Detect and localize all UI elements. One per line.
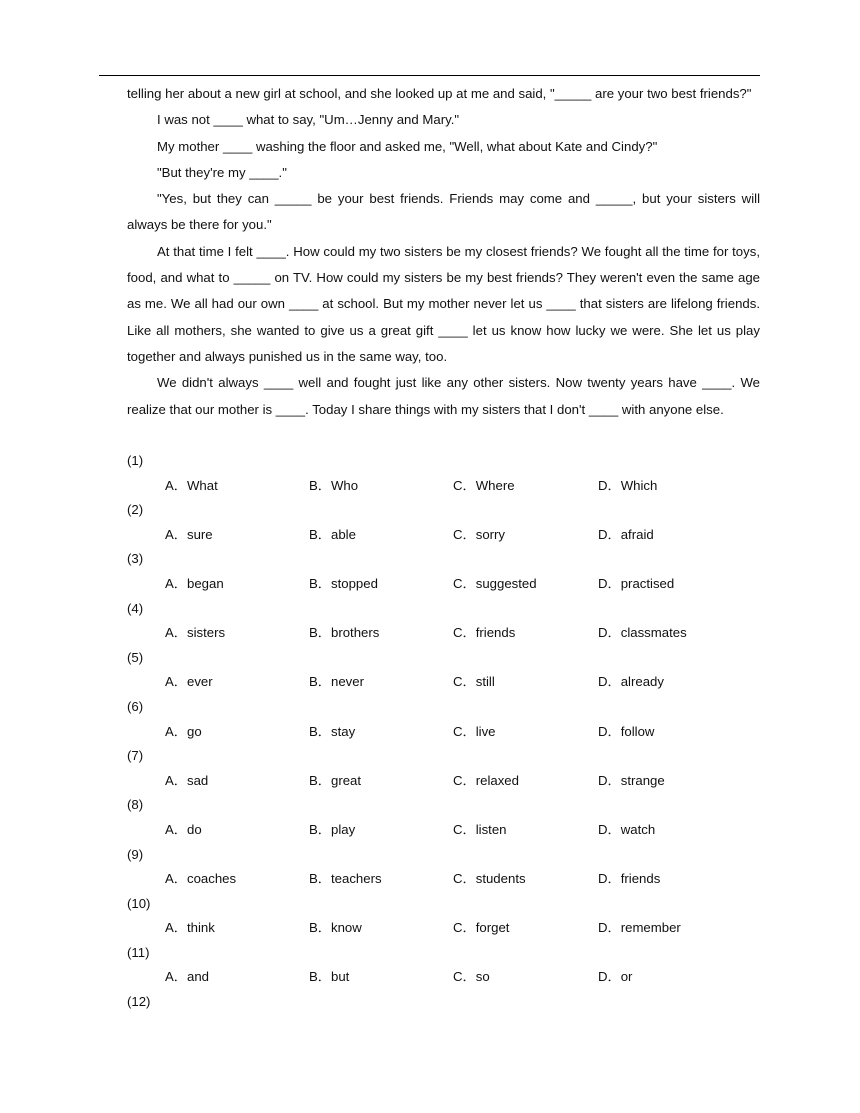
question-number: (4) [127, 600, 144, 616]
option-letter: C． [453, 625, 476, 641]
option-text: already [620, 674, 664, 690]
option-row [127, 621, 760, 646]
option-letter: C． [453, 477, 476, 493]
option-text: friends [620, 871, 661, 887]
option-text: forget [475, 920, 510, 936]
option-text: remember [620, 920, 681, 936]
option-text: still [475, 674, 495, 690]
option-letter: A． [165, 625, 187, 641]
option-text: What [186, 477, 218, 493]
header-rule [99, 75, 760, 76]
option-a[interactable] [165, 670, 213, 695]
option-letter: A． [165, 969, 187, 985]
option-letter: A． [165, 575, 187, 591]
option-text: strange [620, 772, 665, 788]
option-letter: C． [453, 674, 476, 690]
option-c[interactable] [453, 720, 496, 745]
option-a[interactable] [165, 720, 202, 745]
option-c[interactable] [453, 523, 505, 548]
question-number: (1) [127, 453, 144, 468]
option-c[interactable] [453, 818, 507, 843]
option-text: great [330, 772, 362, 788]
option-letter: B． [309, 625, 331, 641]
option-row [127, 572, 760, 597]
option-row [127, 769, 760, 794]
option-d[interactable] [598, 769, 665, 794]
option-c[interactable] [453, 572, 537, 597]
passage-paragraph: telling her about a new girl at school, and she looked up at me and said, "_____ are your two best friends?" [127, 86, 752, 101]
option-letter: B． [309, 526, 331, 542]
question-number: (3) [127, 551, 144, 567]
option-letter: A． [165, 821, 187, 837]
option-letter: D． [598, 575, 621, 591]
option-text: play [330, 821, 356, 837]
option-a[interactable] [165, 474, 218, 499]
option-text: follow [620, 723, 655, 739]
option-text: classmates [620, 625, 687, 641]
option-letter: B． [309, 969, 331, 985]
option-text: and [186, 969, 209, 985]
question-list [127, 449, 760, 1015]
passage-paragraph: We didn't always ____ well and fought just like any other sisters. Now twenty years have ____. We realize that our mother is ____. Today I share things with my sisters that I don't ____ with anyone else. [127, 375, 760, 417]
option-letter: D． [598, 871, 621, 887]
option-b[interactable] [309, 670, 364, 695]
option-letter: B． [309, 723, 331, 739]
option-row [127, 965, 760, 990]
option-letter: D． [598, 969, 621, 985]
question-number: (8) [127, 797, 144, 813]
option-letter: A． [165, 674, 187, 690]
option-row [127, 720, 760, 745]
option-letter: D． [598, 477, 621, 493]
option-text: live [475, 723, 496, 739]
option-text: sad [186, 772, 209, 788]
option-d[interactable] [598, 670, 664, 695]
option-c[interactable] [453, 867, 526, 892]
option-b[interactable] [309, 818, 355, 843]
option-text: practised [620, 575, 675, 591]
option-letter: C． [453, 723, 476, 739]
option-letter: D． [598, 772, 621, 788]
option-letter: A． [165, 723, 187, 739]
question-number: (12) [127, 994, 151, 1010]
passage-paragraph: I was not ____ what to say, "Um…Jenny and Mary." [157, 112, 460, 128]
option-b[interactable] [309, 720, 355, 745]
option-text: go [186, 723, 202, 739]
option-b[interactable] [309, 867, 382, 892]
option-letter: C． [453, 821, 476, 837]
option-letter: D． [598, 674, 621, 690]
option-a[interactable] [165, 916, 215, 941]
option-c[interactable] [453, 769, 519, 794]
option-text: think [186, 920, 215, 936]
option-text: but [330, 969, 350, 985]
option-text: friends [475, 625, 516, 641]
option-text: relaxed [475, 772, 519, 788]
option-letter: A． [165, 772, 187, 788]
option-a[interactable] [165, 572, 224, 597]
option-letter: C． [453, 526, 476, 542]
question-number: (5) [127, 649, 144, 665]
option-c[interactable] [453, 621, 515, 646]
question-number: (2) [127, 502, 144, 518]
option-text: coaches [186, 871, 237, 887]
option-c[interactable] [453, 670, 495, 695]
option-b[interactable] [309, 572, 378, 597]
option-text: began [186, 575, 224, 591]
option-text: ever [186, 674, 213, 690]
option-b[interactable] [309, 769, 361, 794]
option-b[interactable] [309, 916, 362, 941]
passage-paragraph: "Yes, but they can _____ be your best friends. Friends may come and _____, but your sisters will always be there for you." [127, 191, 760, 233]
option-letter: C． [453, 920, 476, 936]
option-a[interactable] [165, 867, 236, 892]
option-a[interactable] [165, 523, 213, 548]
option-d[interactable] [598, 474, 657, 499]
passage [127, 81, 760, 423]
option-text: brothers [330, 625, 380, 641]
option-row [127, 474, 760, 499]
option-letter: D． [598, 821, 621, 837]
option-a[interactable] [165, 818, 202, 843]
question-number: (6) [127, 698, 144, 714]
option-d[interactable] [598, 916, 681, 941]
option-b[interactable] [309, 621, 379, 646]
option-letter: B． [309, 772, 331, 788]
option-d[interactable] [598, 621, 687, 646]
question-number: (10) [127, 895, 151, 911]
option-c[interactable] [453, 965, 490, 990]
option-letter: A． [165, 477, 187, 493]
option-a[interactable] [165, 965, 209, 990]
option-row [127, 523, 760, 548]
question-number: (7) [127, 748, 144, 764]
option-d[interactable] [598, 965, 632, 990]
option-letter: D． [598, 920, 621, 936]
option-text: or [620, 969, 633, 985]
option-d[interactable] [598, 523, 654, 548]
option-text: students [475, 871, 526, 887]
option-letter: A． [165, 871, 187, 887]
option-c[interactable] [453, 916, 509, 941]
option-text: afraid [620, 526, 654, 542]
option-text: suggested [475, 575, 537, 591]
option-text: listen [475, 821, 507, 837]
option-a[interactable] [165, 621, 225, 646]
option-letter: B． [309, 575, 331, 591]
option-b[interactable] [309, 965, 349, 990]
option-text: Where [475, 477, 515, 493]
passage-paragraph: "But they're my ____." [157, 164, 287, 180]
option-letter: D． [598, 723, 621, 739]
option-letter: C． [453, 575, 476, 591]
option-row [127, 670, 760, 695]
option-text: watch [620, 821, 656, 837]
option-letter: D． [598, 526, 621, 542]
option-text: sorry [475, 526, 506, 542]
option-row [127, 916, 760, 941]
option-row [127, 867, 760, 892]
option-text: sisters [186, 625, 226, 641]
option-b[interactable] [309, 474, 358, 499]
option-text: do [186, 821, 202, 837]
option-text: stopped [330, 575, 378, 591]
option-d[interactable] [598, 720, 654, 745]
option-text: Which [620, 477, 658, 493]
option-letter: C． [453, 969, 476, 985]
option-text: know [330, 920, 362, 936]
option-text: never [330, 674, 364, 690]
option-text: stay [330, 723, 356, 739]
passage-paragraph: My mother ____ washing the floor and asked me, "Well, what about Kate and Cindy?" [157, 138, 658, 154]
option-letter: B． [309, 871, 331, 887]
option-letter: B． [309, 674, 331, 690]
option-d[interactable] [598, 572, 674, 597]
option-d[interactable] [598, 818, 655, 843]
option-text: sure [186, 526, 213, 542]
passage-paragraph: At that time I felt ____. How could my two sisters be my closest friends? We fought all the time for toys, food, and what to _____ on TV. How could my sisters be my best friends? They weren't even the same age as me. We all had our own ____ at school. But my mother never let us ____ that sisters are lifelong friends. Like all mothers, she wanted to give us a great gift ____ let us know how lucky we were. She let us play together and always punished us in the same way, too. [127, 243, 760, 364]
option-c[interactable] [453, 474, 515, 499]
option-row [127, 818, 760, 843]
option-letter: B． [309, 920, 331, 936]
option-letter: D． [598, 625, 621, 641]
option-d[interactable] [598, 867, 660, 892]
question-number: (11) [127, 944, 150, 960]
option-b[interactable] [309, 523, 356, 548]
option-letter: A． [165, 920, 187, 936]
option-a[interactable] [165, 769, 208, 794]
option-letter: B． [309, 821, 331, 837]
option-letter: C． [453, 871, 476, 887]
option-text: able [330, 526, 356, 542]
option-letter: C． [453, 772, 476, 788]
option-text: teachers [330, 871, 382, 887]
question-number: (9) [127, 846, 144, 862]
option-letter: B． [309, 477, 331, 493]
option-text: so [475, 969, 490, 985]
option-text: Who [330, 477, 359, 493]
option-letter: A． [165, 526, 187, 542]
